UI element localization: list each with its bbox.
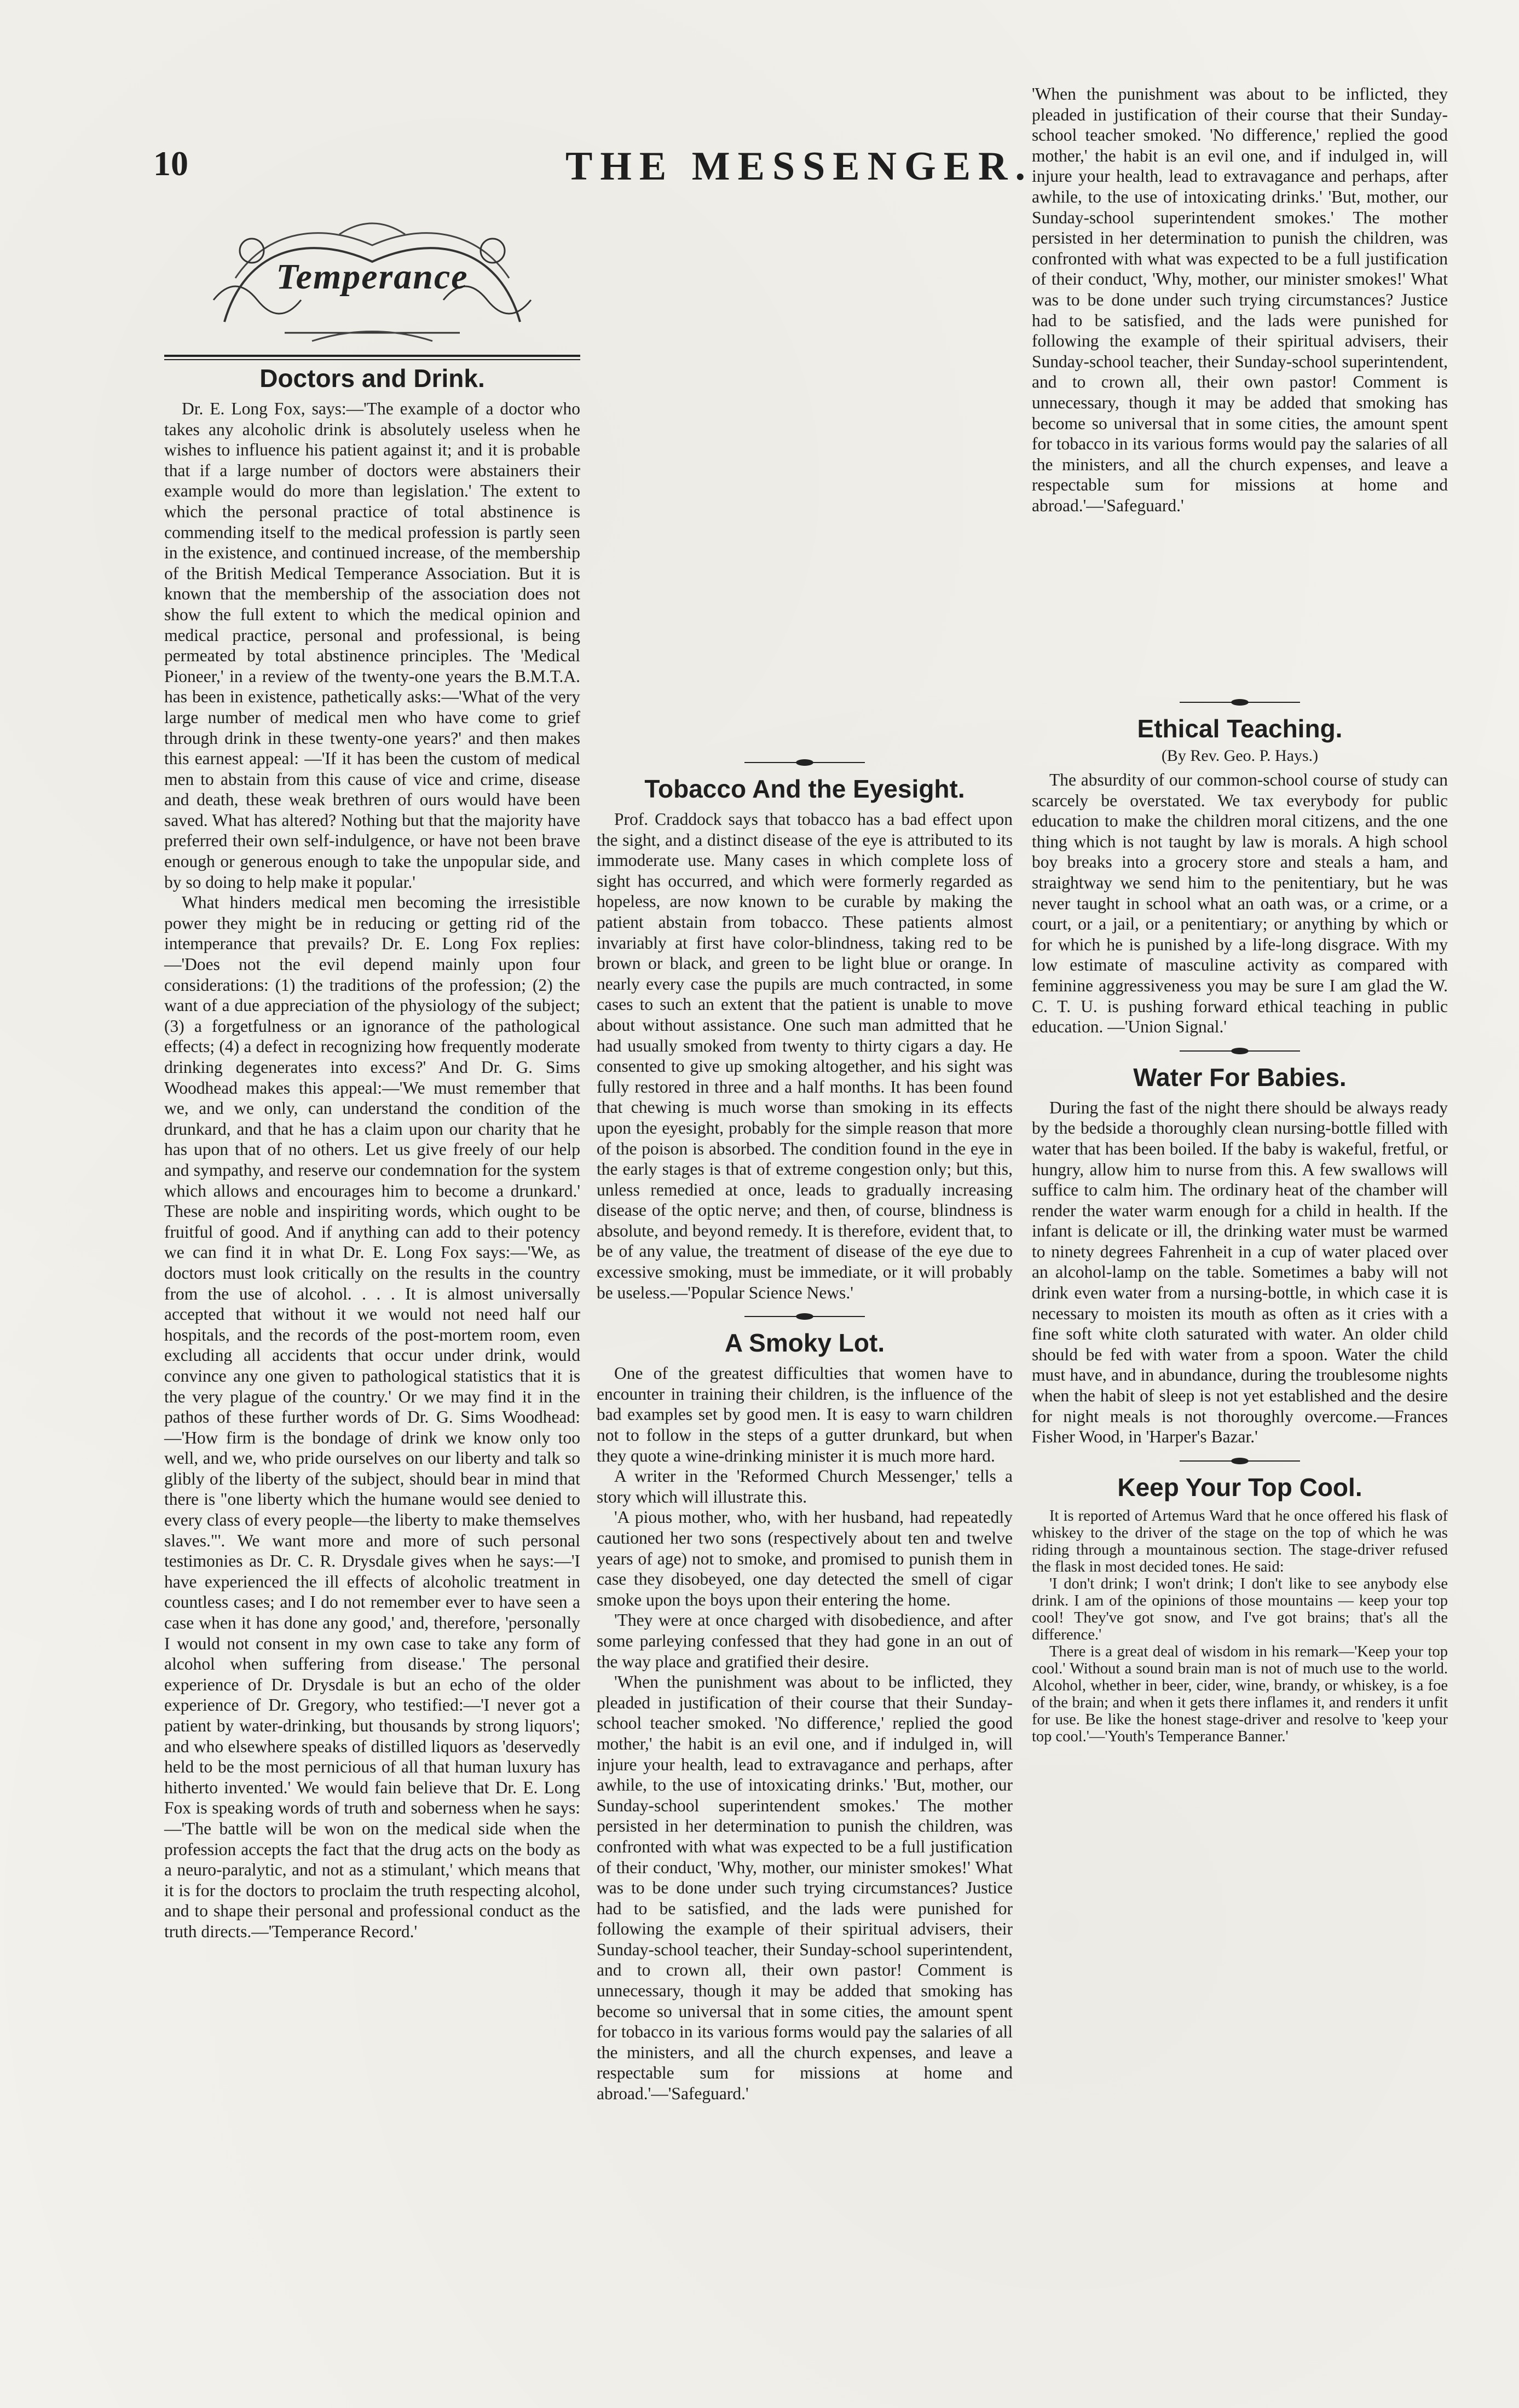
article-separator bbox=[1180, 698, 1300, 706]
article-paragraph-continued: 'When the punishment was about to be inflicted, they pleaded in justification of their course that their Sunday-school teacher smoked. 'No difference,' replied the good mother,' the habit is an evil one, and if indulged in, will injure your health, lead to extravagance and perhaps, after awhile, to the use of intoxicating drinks.' 'But, mother, our Sunday-school superintendent smokes.' The mother persisted in her determination to punish the children, was confronted with what was expected to be a full justification of their conduct, 'Why, mother, our minister smokes!' What was to be done under such trying circumstances? Justice had to be satisfied, and the lads were punished for following the example of their spiritual advisers, their Sunday-school teacher, their Sunday-school superintendent, and to crown all, their own pastor! Comment is unnecessary, though it may be added that smoking has become so universal that in some cities, the amount spent for tobacco in its various forms would pay the salaries of all the ministers, and all the church expenses, and leave a respectable sum for missions at home and abroad.'—'Safeguard.' bbox=[1032, 84, 1448, 515]
article-paragraph: One of the greatest difficulties that women have to encounter in training their children, is the influence of the bad examples set by good men. It is easy to warn children not to follow in the steps of a gutter drunkard, but when they quote a wine-drinking minister it is much more hard. bbox=[597, 1364, 1013, 1465]
article-paragraph: A writer in the 'Reformed Church Messenger,' tells a story which will illustrate this. bbox=[597, 1466, 1013, 1506]
article-title: Ethical Teaching. bbox=[1137, 714, 1343, 743]
article-paragraph: What hinders medical men becoming the irresistible power they might be in reducing or getting rid of the intemperance that prevails? Dr. E. Long Fox replies:—'Does not the evil depend mainly upon four considerations: (1) the traditions of the profession; (2) the want of a due appreciation of the physiology of the subject; (3) a forgetfulness or an ignorance of the pathological effects; (4) a defect in recognizing how frequently moderate drinking degenerates into excess?' And Dr. G. Sims Woodhead makes this appeal:—'We must remember that we, and we only, can understand the condition of the drunkard, and that he has a claim upon our charity that he has upon that of no others. Let us give freely of our help and sympathy, and reserve our condemnation for the system which allows and encourages him to become a drunkard.' These are noble and inspiriting words, which ought to be fruitful of good. And if anything can add to their potency we can find it in what Dr. E. Long Fox says:—'We, as doctors must look critically on the results in the country from the use of alcohol. . . . It is almost universally accepted that without it we would not need half our hospitals, and the records of the post-mortem room, even excluding all accidents that occur under drink, would convince any one given to pathological statistics that it is the very plague of the country.' Or we may find it in the pathos of these further words of Dr. G. Sims Woodhead:—'How firm is the bondage of drink we know only too well, and we, who pride ourselves on our liberty and talk so glibly of the liberty of the subject, should bear in mind that there is "one liberty which the humane would see denied to every class of every people—the liberty to make themselves slaves."'. We want more and more of such personal testimonies as Dr. C. R. Drysdale gives when he says:—'I have experienced the ill effects of alcoholic treatment in countless cases; and I do not remember ever to have seen a case when it has done any good,' and, therefore, 'personally I would not consent in my own case to take any form of alcohol when suffering from disease.' The personal experience of Dr. Drysdale is but an echo of the older experience of Dr. Gregory, who testified:—'I never got a patient by water-drinking, but thousands by strong liquors'; and who elsewhere speaks of distilled liquors as 'deservedly held to be the most pernicious of all that human luxury has hitherto invented.' We would fain believe that Dr. E. Long Fox is speaking words of truth and soberness when he says:—'The battle will be won on the medical side when the profession accepts the fact that the drug acts on the body as a neuro-paralytic, and not as a stimulant,' which means that it is for the doctors to proclaim the truth respecting alcohol, and to shape their personal and professional conduct as the truth directs.—'Temperance Record.' bbox=[164, 893, 580, 1941]
article-tobacco-eyesight bbox=[597, 774, 1013, 1303]
ornament-text: Temperance bbox=[276, 257, 469, 297]
article-doctors-and-drink-continued bbox=[597, 207, 1013, 749]
article-water-for-babies bbox=[1032, 1062, 1448, 1447]
article-paragraph: 'When the punishment was about to be inflicted, they pleaded in justification of their course that their Sunday-school teacher smoked. 'No difference,' replied the good mother,' the habit is an evil one, and if indulged in, will injure your health, lead to extravagance and perhaps, after awhile, to the use of intoxicating drinks.' 'But, mother, our Sunday-school superintendent smokes.' The mother persisted in her determination to punish the children, was confronted with what was expected to be a full justification of their conduct, 'Why, mother, our minister smokes!' What was to be done under such trying circumstances? Justice had to be satisfied, and the lads were punished for following the example of their spiritual advisers, their Sunday-school teacher, their Sunday-school superintendent, and to crown all, their own pastor! Comment is unnecessary, though it may be added that smoking has become so universal that in some cities, the amount spent for tobacco in its various forms would pay the salaries of all the ministers, and all the church expenses, and leave a respectable sum for missions at home and abroad.'—'Safeguard.' bbox=[597, 1672, 1013, 2104]
masthead-title: THE MESSENGER. bbox=[565, 144, 1033, 189]
article-paragraph: Prof. Craddock says that tobacco has a bad effect upon the sight, and a distinct disease of the eye is attributed to its immoderate use. Many cases in which complete loss of sight has occurred, and which were formerly regarded as hopeless, are now known to be curable by making the patient abstain from tobacco. These patients almost invariably at first have color-blindness, taking red to be brown or black, and green to be light blue or orange. In nearly every case the pupils are much contracted, in some cases to such an extent that the patient is unable to move about without assistance. One such man admitted that he had usually smoked from twenty to thirty cigars a day. He consented to give up smoking altogether, and his sight was fully restored in three and a half months. It has been found that chewing is much worse than smoking in its effects upon the eyesight, probably for the simple reason that more of the poison is absorbed. The condition found in the eye in the early stages is that of extreme congestion only; but this, unless remedied at once, leads to gradually increasing disease of the optic nerve; and then, of course, blindness is absolute, and beyond remedy. It is therefore, evident that, to be of any value, the treatment of disease of the eye due to excessive smoking, must be immediate, or it will probably be useless.—'Popular Science News.' bbox=[597, 810, 1013, 1302]
article-smoky-lot bbox=[597, 1328, 1013, 2104]
article-smoky-lot-continued bbox=[1032, 84, 1448, 689]
column-3 bbox=[1032, 84, 1448, 2331]
article-title: Tobacco And the Eyesight. bbox=[644, 775, 965, 803]
article-ethical-teaching bbox=[1032, 714, 1448, 1037]
article-separator bbox=[1180, 1457, 1300, 1465]
article-separator bbox=[744, 759, 865, 766]
article-title: Water For Babies. bbox=[1133, 1062, 1347, 1092]
article-title: Doctors and Drink. bbox=[259, 364, 485, 392]
article-paragraph: During the fast of the night there should be always ready by the bedside a thoroughly clean nursing-bottle filled with water that has been boiled. If the baby is wakeful, fretful, or hungry, allow him to nurse from this. A few swallows will suffice to calm him. The ordinary heat of the chamber will render the water warm enough for a child in health. If the infant is delicate or ill, the drinking water must be warmed to ninety degrees Fahrenheit in a cup of water placed over an alcohol-lamp on the table. Sometimes a baby will not drink even water from a nursing-bottle, in which case it is necessary to moisten its mouth as often as it cries with a fine soft white cloth saturated with water. An older child should be fed with water from a spoon. Water the child must have, and in abundance, during the troublesome nights when the habit of sleep is not yet established and the desire for night meals is not thoroughly overcome.—Frances Fisher Wood, in 'Harper's Bazar.' bbox=[1032, 1098, 1448, 1447]
article-doctors-and-drink bbox=[164, 363, 580, 1942]
article-paragraph: The absurdity of our common-school course of study can scarcely be overstated. We tax everybody for public education to make the children moral citizens, and the one thing which is not taught by law is morals. A high school boy breaks into a grocery store and steals a ham, and straightway we send him to the penitentiary, but he was never taught in school what an oath was, or a crime, or a court, or a jail, or a penitentiary; or anything by which or for which he is punished by a life-long disgrace. With my low estimate of masculine activity as compared with feminine aggressiveness you may be sure I am glad the W. C. T. U. is pushing forward ethical teaching in public education. —'Union Signal.' bbox=[1032, 770, 1448, 1037]
column-2 bbox=[597, 207, 1013, 2331]
article-title: A Smoky Lot. bbox=[724, 1329, 885, 1358]
article-paragraph: 'A pious mother, who, with her husband, had repeatedly cautioned her two sons (respectively about ten and twelve years of age) not to smoke, and promised to punish them in case they disobeyed, one day detected the smell of cigar smoke upon the boys upon their entering the home. bbox=[597, 1508, 1013, 1609]
article-paragraph: Dr. E. Long Fox, says:—'The example of a doctor who takes any alcoholic drink is absolutely useless when he wishes to influence his patient against it; and it is probable that if a large number of doctors were abstainers their example would do more than legislation.' The extent to which the personal practice of total abstinence is commending itself to the medical profession is partly seen in the existence, and continued increase, of the membership of the British Medical Temperance Association. But it is known that the membership of the association does not show the full extent to which the medical opinion and medical practice, personal and professional, is being permeated by total abstinence principles. The 'Medical Pioneer,' in a review of the twenty-one years the B.M.T.A. has been in existence, pathetically asks:—'What of the very large number of medical men who have come to grief through drink in these twenty-one years?' and then makes this earnest appeal: —'If it has been the custom of medical men to abstain from this cause of vice and crime, disease and death, these weak brethren of ours would have been saved. What has altered? Nothing but that the majority have preferred their own self-indulgence, or have not been brave enough or generous enough to take the unpopular side, and by so doing to help make it popular.' bbox=[164, 399, 580, 892]
section-rule bbox=[164, 355, 580, 360]
temperance-ornament bbox=[203, 212, 542, 349]
article-paragraph: It is reported of Artemus Ward that he once offered his flask of whiskey to the driver of the stage on the top of which he was riding through a mountainous section. The stage-driver refused the flask in most decided tones. He said: bbox=[1032, 1507, 1448, 1575]
column-1 bbox=[164, 207, 580, 2331]
article-title: Keep Your Top Cool. bbox=[1117, 1472, 1362, 1502]
article-keep-top-cool bbox=[1032, 1472, 1448, 1745]
article-separator bbox=[1180, 1047, 1300, 1055]
article-paragraph: There is a great deal of wisdom in his remark—'Keep your top cool.' Without a sound brain man is not of much use to the world. Alcohol, whether in beer, cider, wine, brandy, or whiskey, is a foe of the brain; and when it gets there inflames it, and renders it unfit for use. Be like the honest stage-driver and resolve to 'keep your top cool.'—'Youth's Temperance Banner.' bbox=[1032, 1643, 1448, 1745]
article-paragraph: 'They were at once charged with disobedience, and after some parleying confessed that they had gone in an out of the way place and gratified their desire. bbox=[597, 1610, 1013, 1671]
page-number: 10 bbox=[153, 144, 188, 183]
article-separator bbox=[744, 1313, 865, 1320]
article-byline: (By Rev. Geo. P. Hays.) bbox=[1161, 747, 1319, 765]
article-paragraph: 'I don't drink; I won't drink; I don't like to see anybody else drink. I am of the opinions of those mountains — keep your top cool! They've got snow, and I've got brains; that's all the difference.' bbox=[1032, 1575, 1448, 1643]
